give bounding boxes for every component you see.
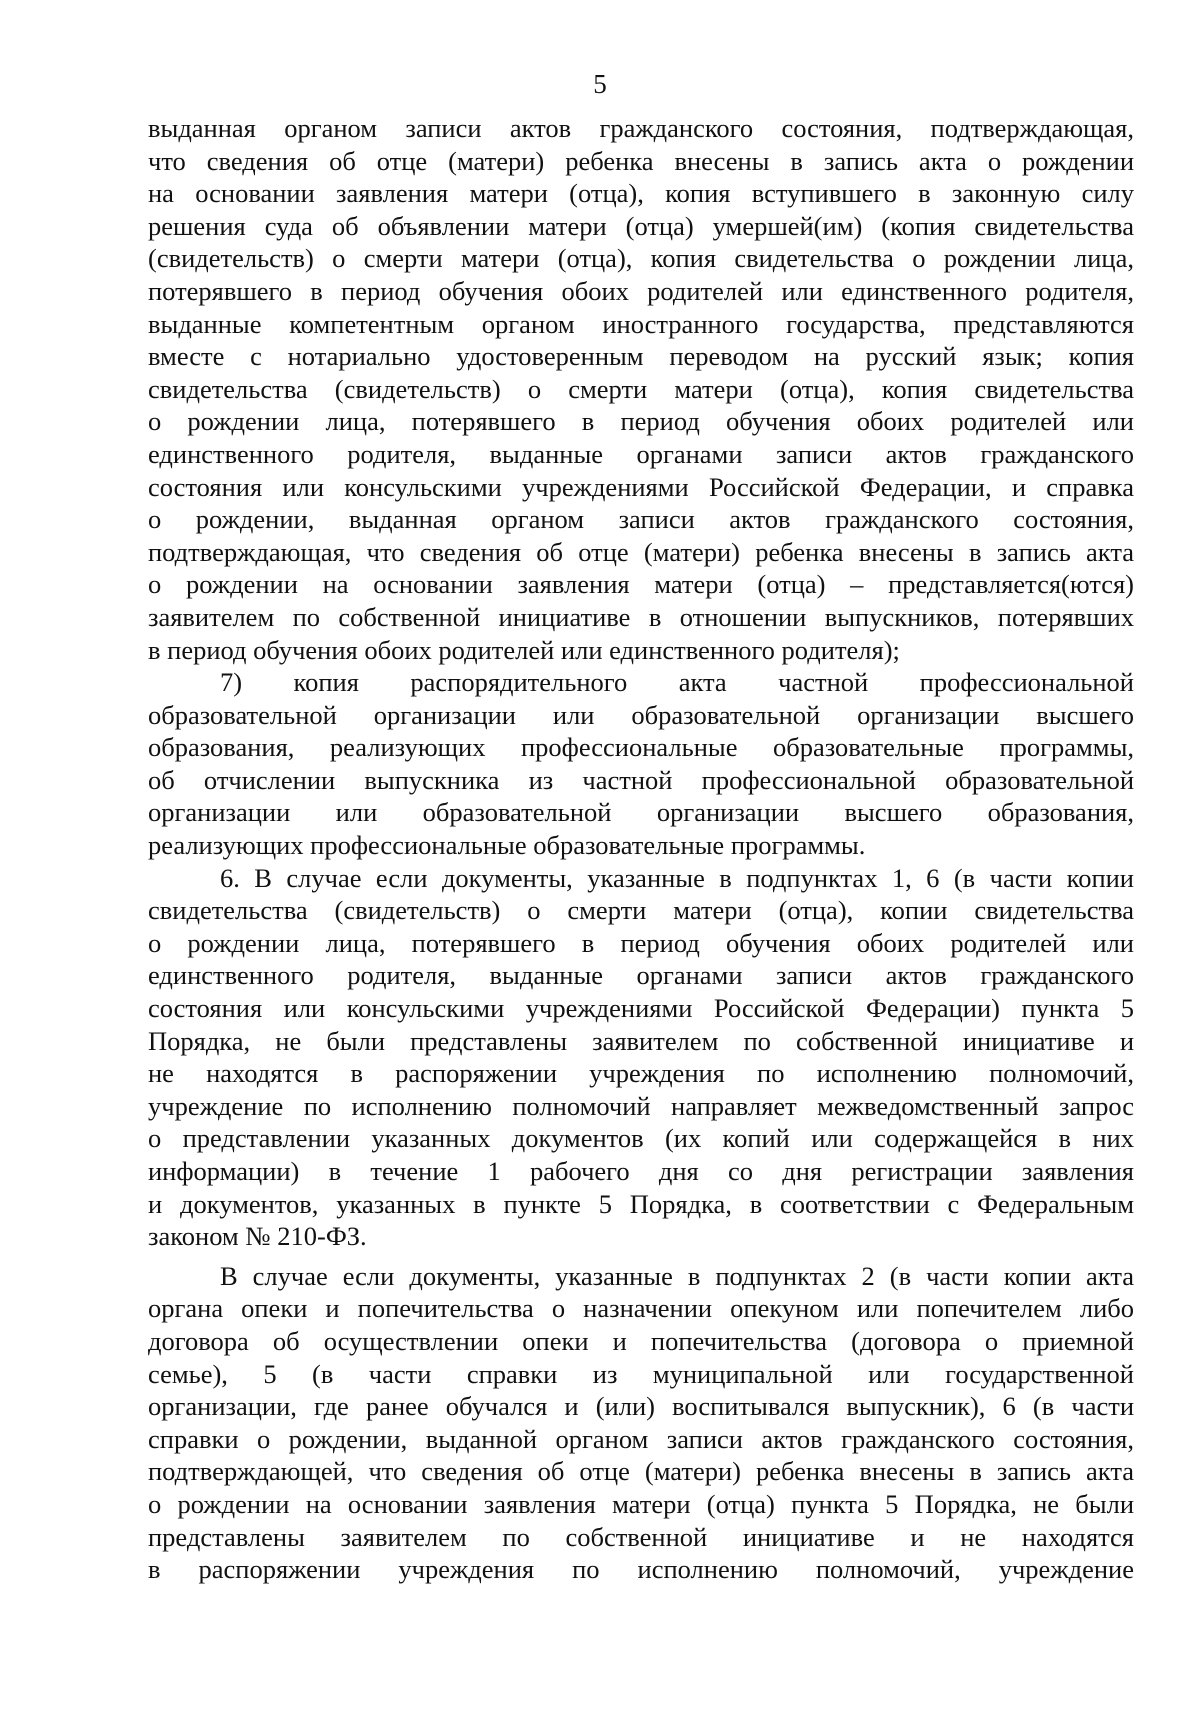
text-line: на основании заявления матери (отца), копия вступившего в законную силу <box>148 178 1134 209</box>
text-line: справки о рождении, выданной органом записи актов гражданского состояния, <box>148 1423 1134 1454</box>
text-line: о рождении на основании заявления матери (отца) пункта 5 Порядка, не были <box>148 1488 1134 1519</box>
text-line: законом № 210-ФЗ. <box>148 1221 367 1252</box>
text-line: о рождении лица, потерявшего в период обучения обоих родителей или <box>148 406 1134 437</box>
text-line: единственного родителя, выданные органами записи актов гражданского <box>148 438 1134 469</box>
text-line: информации) в течение 1 рабочего дня со дня регистрации заявления <box>148 1156 1134 1186</box>
text-line: договора об осуществлении опеки и попечительства (договора о приемной <box>148 1325 1134 1356</box>
text-line: решения суда об объявлении матери (отца) умершей(им) (копия свидетельства <box>148 210 1134 241</box>
text-line: свидетельства (свидетельств) о смерти матери (отца), копии свидетельства <box>148 895 1134 926</box>
text-line: об отчислении выпускника из частной профессиональной образовательной <box>148 764 1134 795</box>
text-line: учреждение по исполнению полномочий направляет межведомственный запрос <box>148 1090 1134 1121</box>
text-line: В случае если документы, указанные в подпунктах 2 (в части копии акта <box>220 1260 1134 1291</box>
text-line: представлены заявителем по собственной инициативе и не находятся <box>148 1521 1134 1552</box>
text-line: состояния или консульскими учреждениями Российской Федерации) пункта 5 <box>148 993 1134 1024</box>
text-line: потерявшего в период обучения обоих родителей или единственного родителя, <box>148 275 1134 306</box>
text-line: в распоряжении учреждения по исполнению полномочий, учреждение <box>148 1554 1134 1585</box>
paragraph-clause-6 <box>148 862 1134 1253</box>
text-line: выданные компетентным органом иностранного государства, представляются <box>148 308 1134 339</box>
text-line: организации, где ранее обучался и (или) воспитывался выпускник), 6 (в части <box>148 1391 1134 1422</box>
text-line: что сведения об отце (матери) ребенка внесены в запись акта о рождении <box>148 145 1134 176</box>
text-line: Порядка, не были представлены заявителем по собственной инициативе и <box>148 1025 1134 1056</box>
text-line: 6. В случае если документы, указанные в подпунктах 1, 6 (в части копии <box>220 862 1134 893</box>
text-line: выданная органом записи актов гражданского состояния, подтверждающая, <box>148 113 1134 143</box>
page-number: 5 <box>593 69 607 99</box>
text-line: 7) копия распорядительного акта частной профессиональной <box>220 667 1134 698</box>
text-line: единственного родителя, выданные органами записи актов гражданского <box>148 960 1134 991</box>
text-line: вместе с нотариально удостоверенным переводом на русский язык; копия <box>148 341 1134 372</box>
paragraph-item-7 <box>148 666 1134 862</box>
text-line: семье), 5 (в части справки из муниципальной или государственной <box>148 1358 1134 1389</box>
text-line: реализующих профессиональные образовательные программы. <box>148 830 866 861</box>
text-line: подтверждающей, что сведения об отце (матери) ребенка внесены в запись акта <box>148 1456 1134 1487</box>
text-line: образования, реализующих профессиональные образовательные программы, <box>148 732 1134 763</box>
text-line: (свидетельств) о смерти матери (отца), копия свидетельства о рождении лица, <box>148 243 1134 274</box>
paragraph-continuation <box>148 112 1134 666</box>
text-line: органа опеки и попечительства о назначении опекуном или попечителем либо <box>148 1293 1134 1324</box>
text-line: о рождении на основании заявления матери (отца) – представляется(ются) <box>148 569 1134 600</box>
text-line: о рождении, выданная органом записи актов гражданского состояния, <box>148 504 1134 535</box>
text-line: организации или образовательной организации высшего образования, <box>148 797 1134 828</box>
text-line: образовательной организации или образовательной организации высшего <box>148 699 1134 730</box>
text-line: о представлении указанных документов (их копий или содержащейся в них <box>148 1123 1134 1154</box>
text-line: и документов, указанных в пункте 5 Порядка, в соответствии с Федеральным <box>148 1188 1134 1219</box>
text-line: о рождении лица, потерявшего в период обучения обоих родителей или <box>148 927 1134 958</box>
document-body <box>148 112 1134 1586</box>
paragraph-clause-6-second <box>148 1260 1134 1586</box>
text-line: состояния или консульскими учреждениями Российской Федерации, и справка <box>148 471 1134 502</box>
text-line: подтверждающая, что сведения об отце (матери) ребенка внесены в запись акта <box>148 536 1134 567</box>
text-line: свидетельства (свидетельств) о смерти матери (отца), копия свидетельства <box>148 373 1134 404</box>
text-line: не находятся в распоряжении учреждения по исполнению полномочий, <box>148 1058 1134 1089</box>
text-line: в период обучения обоих родителей или единственного родителя); <box>148 634 900 665</box>
text-line: заявителем по собственной инициативе в отношении выпускников, потерявших <box>148 601 1134 632</box>
